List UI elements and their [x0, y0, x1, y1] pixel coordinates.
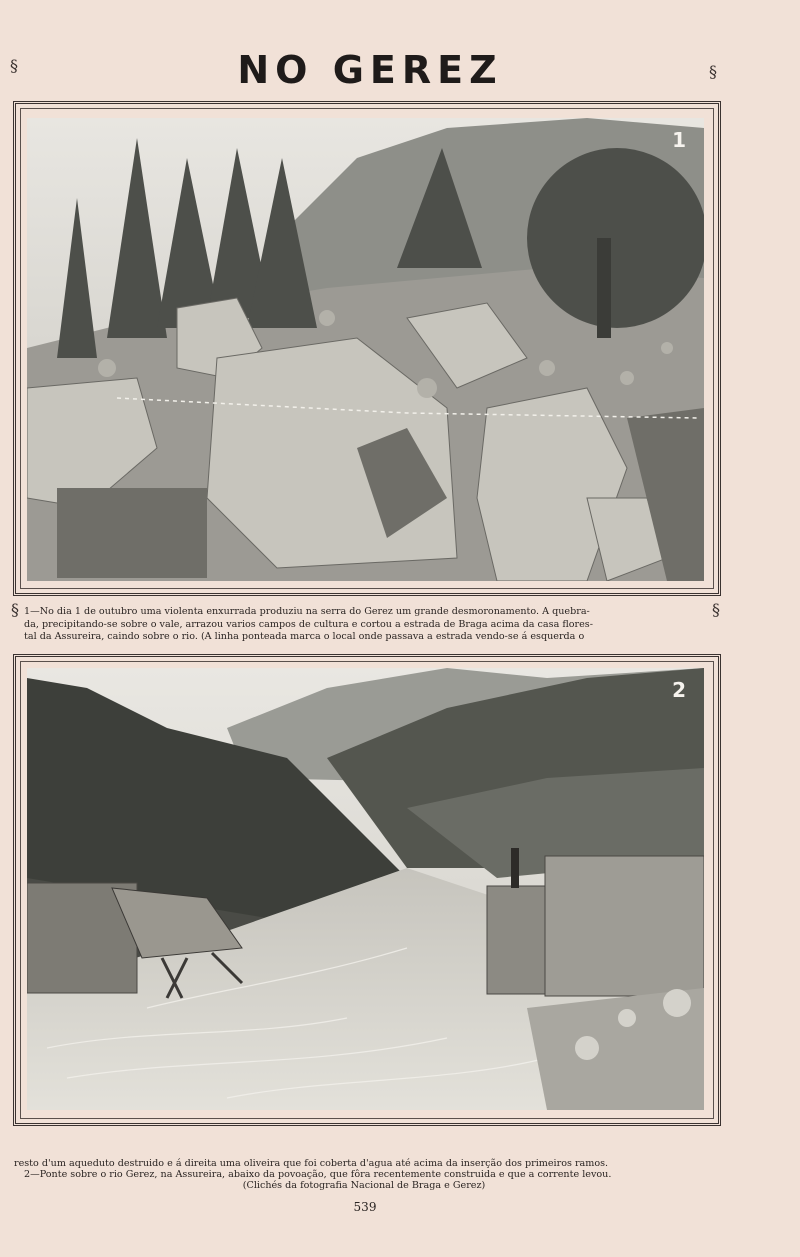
page-number: 539	[353, 1200, 377, 1214]
ornament-right-top: §	[709, 62, 717, 81]
caption-2-line-2: 2—Ponte sobre o rio Gerez, na Assureira, abaixo da povoação, que fôra recentemente construida e que a corrente levou.	[24, 1169, 612, 1180]
ornament-left-top: §	[10, 56, 18, 75]
ornament-left-mid: §	[11, 600, 19, 619]
page-title: NO GEREZ	[237, 48, 503, 92]
ornament-right-mid: §	[712, 600, 720, 619]
caption-2-line-1: resto d'um aqueduto destruido e á direita uma oliveira que foi coberta d'agua até acima da inserção dos primeiros ramos.	[14, 1158, 609, 1169]
caption-2-credits: (Clichés da fotografia Nacional de Braga e Gerez)	[242, 1180, 486, 1191]
photo-1-rockslide-image	[27, 118, 704, 581]
photo-2-river-bridge-image	[27, 668, 704, 1110]
photo-2-number: 2	[672, 678, 686, 702]
caption-photo-1	[24, 606, 692, 644]
caption-photo-2	[14, 1158, 714, 1191]
caption-1-line-1: 1—No dia 1 de outubro uma violenta enxurrada produziu na serra do Gerez um grande desmoronamento. A quebra-	[24, 606, 590, 617]
caption-1-line-2: da, precipitando-se sobre o vale, arrazou varios campos de cultura e cortou a estrada de Braga acima da casa flores-	[24, 618, 593, 630]
caption-1-line-3: tal da Assureira, caindo sobre o rio. (A linha ponteada marca o local onde passava a estrada vendo-se á esquerda o	[24, 631, 585, 642]
photo-1-number: 1	[672, 128, 686, 152]
